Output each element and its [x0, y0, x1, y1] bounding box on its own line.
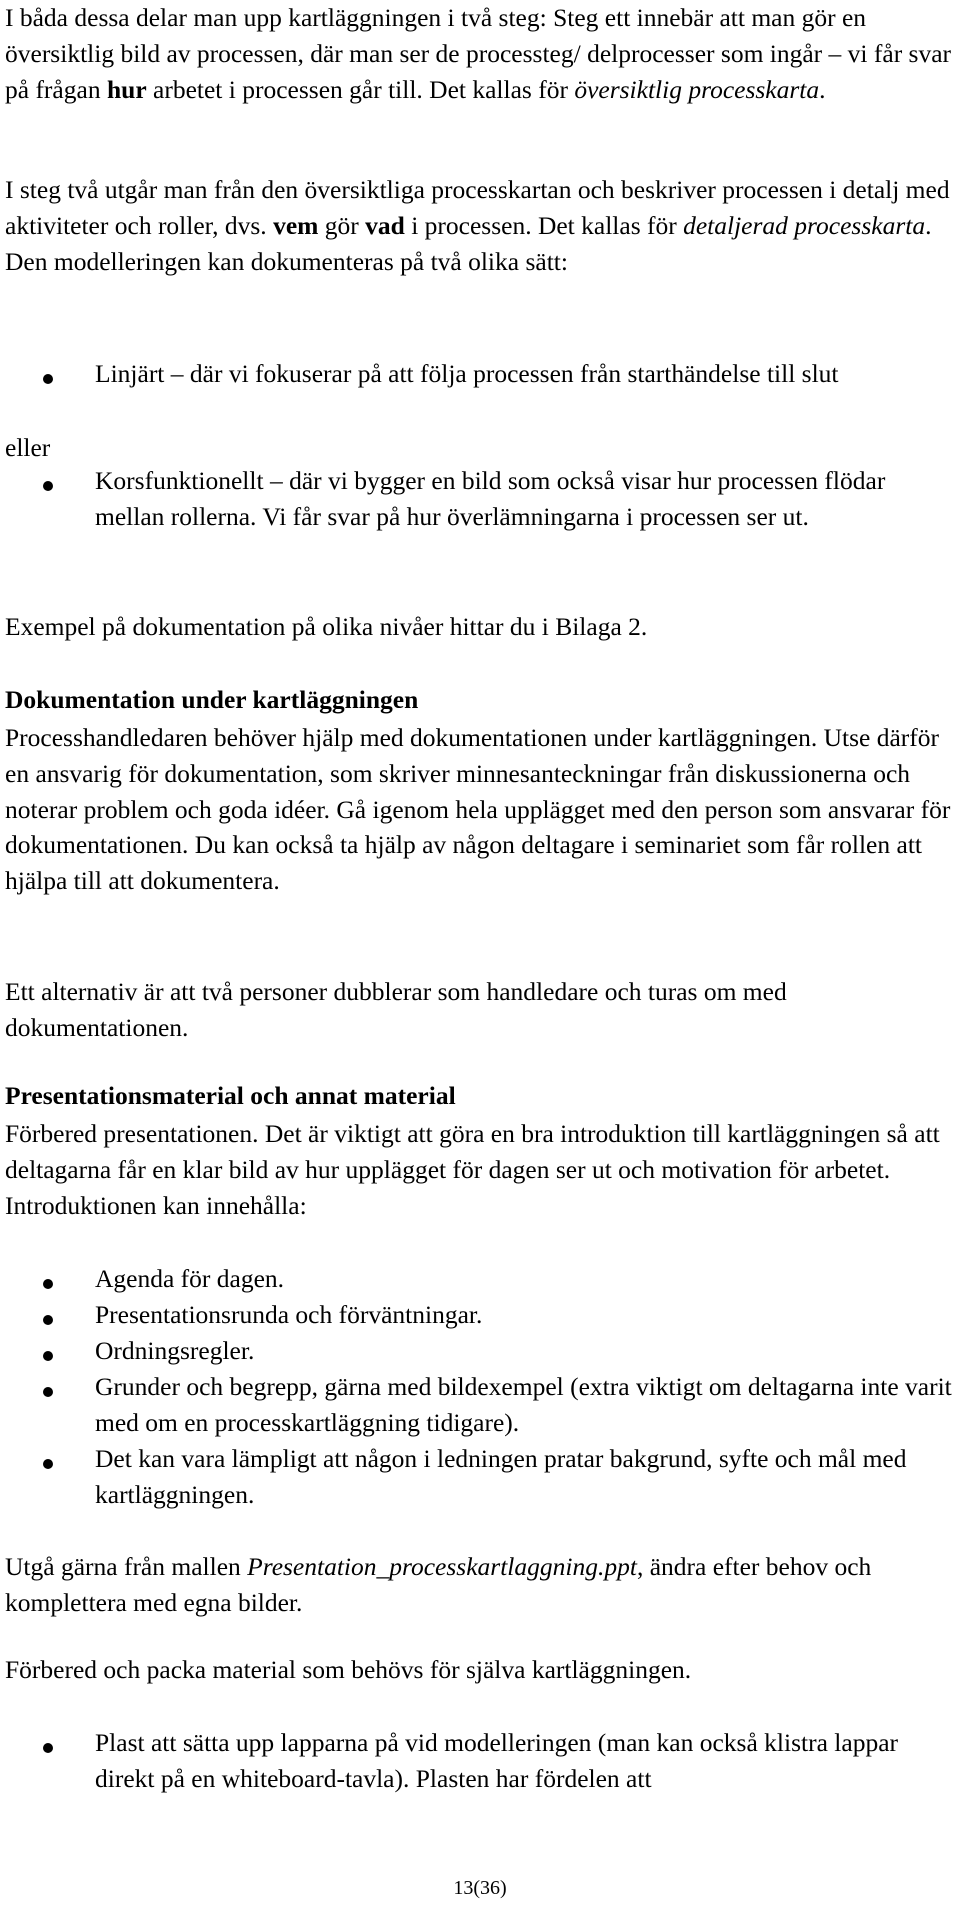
text: gör [318, 210, 366, 240]
section-heading-dokumentation: Dokumentation under kartläggningen [5, 685, 419, 714]
bullet-icon [43, 1315, 53, 1325]
filename-presentation: Presentation_processkartlaggning.ppt [247, 1552, 637, 1581]
text: I steg två utgår man från den översiktliga processkartan och beskriver processen i detalj med aktiviteter och roller, dvs. [5, 175, 950, 240]
bullet-icon [43, 1279, 53, 1289]
emphasis-vad: vad [365, 210, 405, 240]
term-detaljerad-processkarta: detaljerad processkarta [683, 210, 926, 240]
list-connector: eller [5, 433, 51, 462]
text: I båda dessa delar man upp kartläggningen i två steg: Steg ett innebär att man gör en översiktlig bild av processen, där man ser de processteg/ delprocesser som ingår – vi får svar på frågan [5, 3, 952, 104]
emphasis-hur: hur [106, 74, 147, 104]
bullet-icon [43, 1743, 53, 1753]
list-item: Linjärt – där vi fokuserar på att följa processen från starthändelse till slut [95, 359, 839, 388]
text: , ändra efter behov och komplettera med egna bilder. [5, 1552, 872, 1617]
paragraph-examples: Exempel på dokumentation på olika nivåer hittar du i Bilaga 2. [5, 612, 648, 641]
page-number: 13(36) [453, 1877, 507, 1899]
text: . Den modelleringen kan dokumenteras på två olika sätt: [5, 210, 932, 276]
paragraph-two-steps [5, 0, 955, 107]
list-item: Presentationsrunda och förväntningar. [95, 1300, 483, 1329]
term-oversiktlig-processkarta: översiktlig processkarta [574, 74, 820, 104]
paragraph-template [5, 1549, 955, 1621]
bullet-icon [43, 481, 53, 491]
bullet-icon [43, 374, 53, 384]
list-item: Korsfunktionellt – där vi bygger en bild som också visar hur processen flödar mellan rollerna. Vi får svar på hur överlämningarna i processen ser ut. [95, 466, 886, 531]
text: i processen. Det kallas för [404, 210, 684, 240]
list-item: Ordningsregler. [95, 1336, 255, 1365]
paragraph-presentation: Förbered presentationen. Det är viktigt att göra en bra introduktion till kartläggningen så att deltagarna får en klar bild av hur upplägget för dagen ser ut och motivation för arbetet. Introduktionen kan innehålla: [5, 1119, 940, 1220]
paragraph-documentation: Processhandledaren behöver hjälp med dokumentationen under kartläggningen. Utse därför en ansvarig för dokumentation, som skriver minnesanteckningar från diskussionerna och noterar problem och goda idéer. Gå igenom hela upplägget med den person som ansvarar för dokumentationen. Du kan också ta hjälp av någon deltagare i seminariet som får rollen att hjälpa till att dokumentera. [5, 723, 951, 896]
bullet-icon [43, 1351, 53, 1361]
list-item: Grunder och begrepp, gärna med bildexempel (extra viktigt om deltagarna inte varit med om en processkartläggning tidigare). [95, 1372, 952, 1437]
emphasis-vem: vem [273, 210, 319, 240]
text: . [819, 74, 826, 104]
bullet-icon [43, 1459, 53, 1469]
list-item: Plast att sätta upp lapparna på vid modelleringen (man kan också klistra lappar direkt på en whiteboard-tavla). Plasten har fördelen att [95, 1728, 899, 1793]
list-item: Det kan vara lämpligt att någon i ledningen pratar bakgrund, syfte och mål med kartläggningen. [95, 1444, 907, 1509]
list-item: Agenda för dagen. [95, 1264, 285, 1293]
bullet-icon [43, 1387, 53, 1397]
text: Utgå gärna från mallen [5, 1552, 248, 1581]
text: arbetet i processen går till. Det kallas för [146, 74, 575, 104]
paragraph-step-two [5, 172, 955, 279]
section-heading-presentationsmaterial: Presentationsmaterial och annat material [5, 1081, 456, 1110]
paragraph-alternative: Ett alternativ är att två personer dubblerar som handledare och turas om med dokumentationen. [5, 977, 787, 1042]
paragraph-pack-material: Förbered och packa material som behövs för själva kartläggningen. [5, 1655, 692, 1684]
